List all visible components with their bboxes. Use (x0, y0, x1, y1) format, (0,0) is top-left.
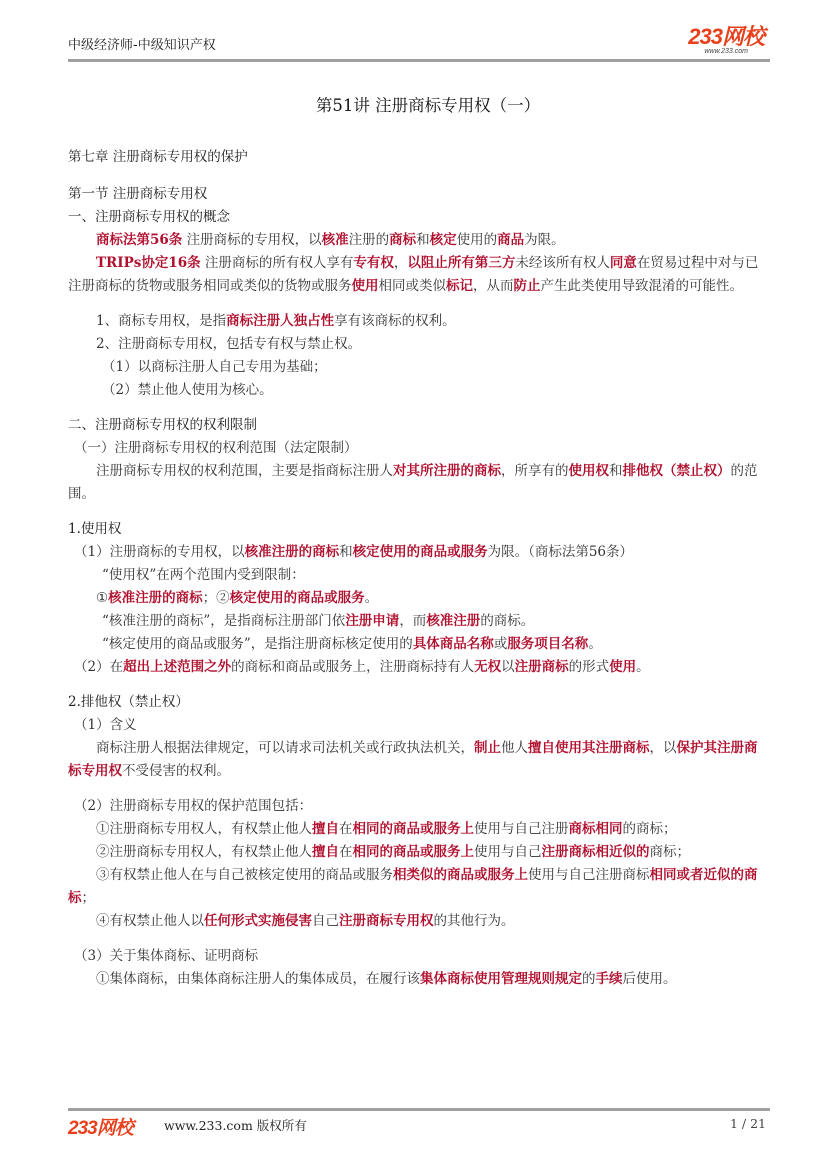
body-text: 的商标和商品或服务上，注册商标持有人 (231, 659, 475, 675)
emphasis-text: 集体商标使用管理规则规定 (420, 971, 582, 987)
section-heading: 第一节 注册商标专用权 (68, 186, 208, 202)
body-text: ① (96, 590, 109, 606)
body-text: 在贸易过程中对与已注册商标的货物或服务相同或类似的货物或服务 (68, 255, 759, 294)
emphasis-text: 同意 (609, 255, 637, 271)
body-text: 注册商标的所有权人享有 (200, 255, 354, 271)
body-text: “核定使用的商品或服务”，是指注册商标核定使用的 (102, 636, 413, 652)
emphasis-text: 商品 (497, 232, 525, 248)
footer-divider (68, 1108, 770, 1111)
emphasis-text: 防止 (513, 278, 541, 294)
emphasis-text: 专有权 (353, 255, 394, 271)
use-right-item-1 (68, 541, 770, 564)
emphasis-text: 使用 (609, 659, 637, 675)
emphasis-text: 核准注册 (426, 613, 481, 629)
exclusive-scope-item-4 (68, 910, 770, 933)
paragraph-law-56 (68, 229, 770, 252)
emphasis-text: 擅自 (312, 821, 339, 837)
exclusive-meaning-paragraph (68, 737, 770, 783)
emphasis-text: 服务项目名称 (507, 636, 589, 652)
body-text: 使用与自己 (474, 844, 542, 860)
body-text: ，所享有的 (501, 463, 569, 479)
body-text: 和 (339, 544, 353, 560)
subsection-heading-concept: 一、注册商标专用权的概念 (68, 209, 230, 225)
logo-url: www.233.com (704, 48, 748, 55)
body-text: 的 (582, 971, 596, 987)
paragraph-trips-16 (68, 252, 770, 298)
emphasis-text: 使用 (351, 278, 379, 294)
logo-text: 233网校 (688, 24, 764, 49)
emphasis-text: 核准注册的商标 (244, 544, 340, 560)
body-text: ④有权禁止他人以 (96, 913, 204, 929)
body-text: 注册商标专用权的权利范围，主要是指商标注册人 (96, 463, 393, 479)
subsection-heading-limits: 二、注册商标专用权的权利限制 (68, 417, 257, 433)
emphasis-text: 核准 (321, 232, 349, 248)
emphasis-text: 注册商标专用权 (339, 913, 434, 929)
use-right-limit-text: “使用权”在两个范围内受到限制： (102, 567, 305, 583)
emphasis-text: 相同的商品或服务上 (352, 844, 474, 860)
body-text: 在 (339, 844, 353, 860)
body-text: 产生此类使用导致混淆的可能性。 (540, 278, 743, 294)
body-text: ； (81, 890, 95, 906)
list-item-2b: （2）禁止他人使用为核心。 (102, 382, 273, 398)
emphasis-text: 核定使用的商品或服务 (352, 544, 488, 560)
chapter-heading: 第七章 注册商标专用权的保护 (68, 149, 248, 165)
body-text: 不受侵害的权利。 (122, 763, 230, 779)
emphasis-text: 注册申请 (345, 613, 400, 629)
emphasis-text: 相同的商品或服务上 (352, 821, 474, 837)
body-text: 和 (609, 463, 623, 479)
body-text: （1）注册商标的专用权，以 (74, 544, 245, 560)
use-right-def-1 (68, 610, 770, 633)
body-text: 以 (501, 659, 515, 675)
body-text: 未经该所有权人 (515, 255, 610, 271)
body-text: 的范围。 (68, 463, 758, 502)
body-text: ；② (202, 590, 230, 606)
emphasis-text: 擅自 (312, 844, 339, 860)
body-text: ①注册商标专用权人，有权禁止他人 (96, 821, 312, 837)
list-item-2a: （1）以商标注册人自己专用为基础； (102, 359, 327, 375)
body-text: 的商标； (622, 821, 677, 837)
body-text: ，以 (649, 740, 677, 756)
body-text: 注册商标的专用权，以 (182, 232, 322, 248)
body-text: 。 (364, 590, 379, 606)
body-text: 后使用。 (622, 971, 677, 987)
body-text: ， (393, 255, 408, 271)
emphasis-text: 以阻止所有第三方 (407, 255, 516, 271)
body-text: 相同或类似 (378, 278, 446, 294)
emphasis-text: 制止 (474, 740, 501, 756)
emphasis-text: 标记 (446, 278, 473, 294)
emphasis-text: 超出上述范围之外 (123, 659, 232, 675)
emphasis-text: 相类似的商品或服务上 (393, 867, 528, 883)
emphasis-text: 核定使用的商品或服务 (229, 590, 365, 606)
exclusive-scope-item-2 (68, 841, 770, 864)
page-footer (68, 1113, 770, 1137)
body-text: 在 (339, 821, 353, 837)
body-text: ，从而 (473, 278, 514, 294)
use-right-def-2 (68, 633, 770, 656)
sub-heading-scope: （一）注册商标专用权的权利范围（法定限制） (74, 440, 358, 456)
body-text: 享有该商标的权利。 (334, 313, 456, 329)
body-text: 为限。 (524, 232, 565, 248)
body-text: 为限。（商标法第56条） (487, 544, 634, 560)
document-body (68, 94, 770, 991)
emphasis-text: 商标相同 (568, 821, 623, 837)
emphasis-text: 注册商标 (514, 659, 569, 675)
exclusive-sub-scope: （2）注册商标专用权的保护范围包括： (74, 798, 313, 814)
body-text: 1、商标专用权，是指 (96, 313, 227, 329)
use-right-item-2 (68, 656, 770, 679)
header-divider (68, 59, 770, 62)
emphasis-text: 相同或者近似的商标 (68, 867, 758, 906)
emphasis-text: 无权 (474, 659, 502, 675)
body-text: 商标注册人根据法律规定，可以请求司法机关或行政执法机关， (96, 740, 474, 756)
list-item-1 (68, 310, 770, 333)
paragraph-scope (68, 460, 770, 506)
footer-logo: 233网校 (68, 1118, 133, 1139)
emphasis-text: 保护其注册商标专用权 (68, 740, 758, 779)
heading-use-right: 1.使用权 (68, 521, 122, 537)
emphasis-text: 擅自使用其注册商标 (528, 740, 650, 756)
list-item-2: 2、注册商标专用权，包括专有权与禁止权。 (96, 336, 362, 352)
exclusive-scope-item-1 (68, 818, 770, 841)
body-text: 。 (636, 659, 650, 675)
emphasis-text: TRIPs协定16条 (96, 255, 201, 271)
page-number: 1 / 21 (729, 1116, 766, 1131)
body-text: 使用与自己注册 (474, 821, 569, 837)
emphasis-text: 排他权（禁止权） (622, 463, 731, 479)
emphasis-text: 核定 (429, 232, 457, 248)
exclusive-scope-item-3 (68, 864, 770, 910)
body-text: ②注册商标专用权人，有权禁止他人 (96, 844, 312, 860)
exclusive-sub-collective: （3）关于集体商标、证明商标 (74, 948, 259, 964)
emphasis-text: 使用权 (568, 463, 609, 479)
emphasis-text: 具体商品名称 (412, 636, 494, 652)
emphasis-text: 商标法第56条 (96, 232, 183, 248)
brand-logo (688, 26, 764, 56)
emphasis-text: 手续 (595, 971, 623, 987)
emphasis-text: 商标注册人独占性 (226, 313, 335, 329)
body-text: 自己 (312, 913, 339, 929)
body-text: 使用与自己注册商标 (528, 867, 650, 883)
body-text: 的其他行为。 (433, 913, 515, 929)
heading-exclusive-right: 2.排他权（禁止权） (68, 694, 189, 710)
body-text: ①集体商标，由集体商标注册人的集体成员，在履行该 (96, 971, 420, 987)
body-text: 的形式 (568, 659, 610, 675)
emphasis-text: 核准注册的商标 (108, 590, 203, 606)
emphasis-text: 对其所注册的商标 (393, 463, 501, 479)
header-title: 中级经济师-中级知识产权 (68, 38, 216, 53)
body-text: 的商标。 (480, 613, 535, 629)
body-text: “核准注册的商标”，是指商标注册部门依 (102, 613, 346, 629)
footer-copyright: www.233.com 版权所有 (164, 1118, 307, 1133)
emphasis-text: 任何形式实施侵害 (204, 913, 312, 929)
body-text: 和 (416, 232, 430, 248)
exclusive-sub-meaning: （1）含义 (74, 717, 137, 733)
body-text: 注册的 (348, 232, 390, 248)
body-text: 商标； (649, 844, 690, 860)
body-text: 使用的 (456, 232, 498, 248)
collective-mark-item-1 (68, 968, 770, 991)
body-text: ，而 (399, 613, 427, 629)
use-right-limits (68, 587, 770, 610)
emphasis-text: 注册商标相近似的 (541, 844, 650, 860)
page-header (68, 26, 770, 62)
lecture-title: 第51讲 注册商标专用权（一） (315, 96, 541, 115)
body-text: 或 (493, 636, 508, 652)
emphasis-text: 商标 (389, 232, 417, 248)
body-text: 。 (588, 636, 602, 652)
body-text: 他人 (501, 740, 528, 756)
body-text: （2）在 (74, 659, 124, 675)
body-text: ③有权禁止他人在与自己被核定使用的商品或服务 (96, 867, 393, 883)
